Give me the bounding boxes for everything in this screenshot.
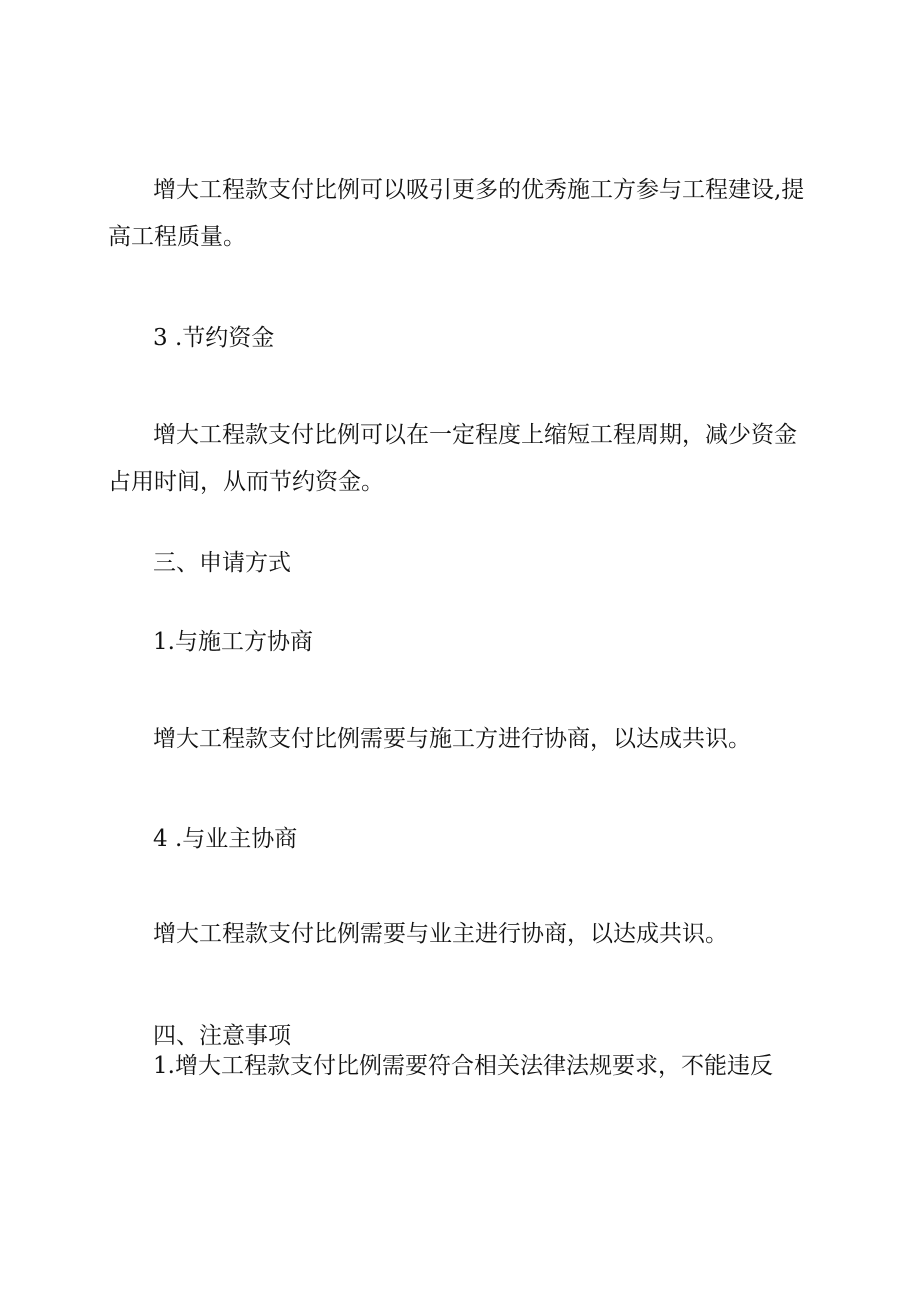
section-heading: 4 .与业主协商 [153, 826, 298, 852]
paragraph-line: 占用时间，从而节约资金。 [108, 469, 384, 495]
section-title: 三、申请方式 [153, 550, 291, 576]
section-title: 四、注意事项 [153, 1023, 291, 1049]
paragraph-line: 高工程质量。 [108, 224, 246, 250]
section-heading: 3 .节约资金 [153, 325, 275, 351]
paragraph-line: 增大工程款支付比例可以吸引更多的优秀施工方参与工程建设,提 [153, 177, 805, 203]
paragraph-line: 增大工程款支付比例需要与业主进行协商，以达成共识。 [153, 921, 728, 947]
paragraph-line: 增大工程款支付比例可以在一定程度上缩短工程周期，减少资金 [153, 422, 797, 448]
section-heading: 1.与施工方协商 [153, 629, 313, 655]
paragraph-line: 增大工程款支付比例需要与施工方进行协商，以达成共识。 [153, 726, 751, 752]
list-item: 1.增大工程款支付比例需要符合相关法律法规要求，不能违反 [153, 1053, 773, 1079]
